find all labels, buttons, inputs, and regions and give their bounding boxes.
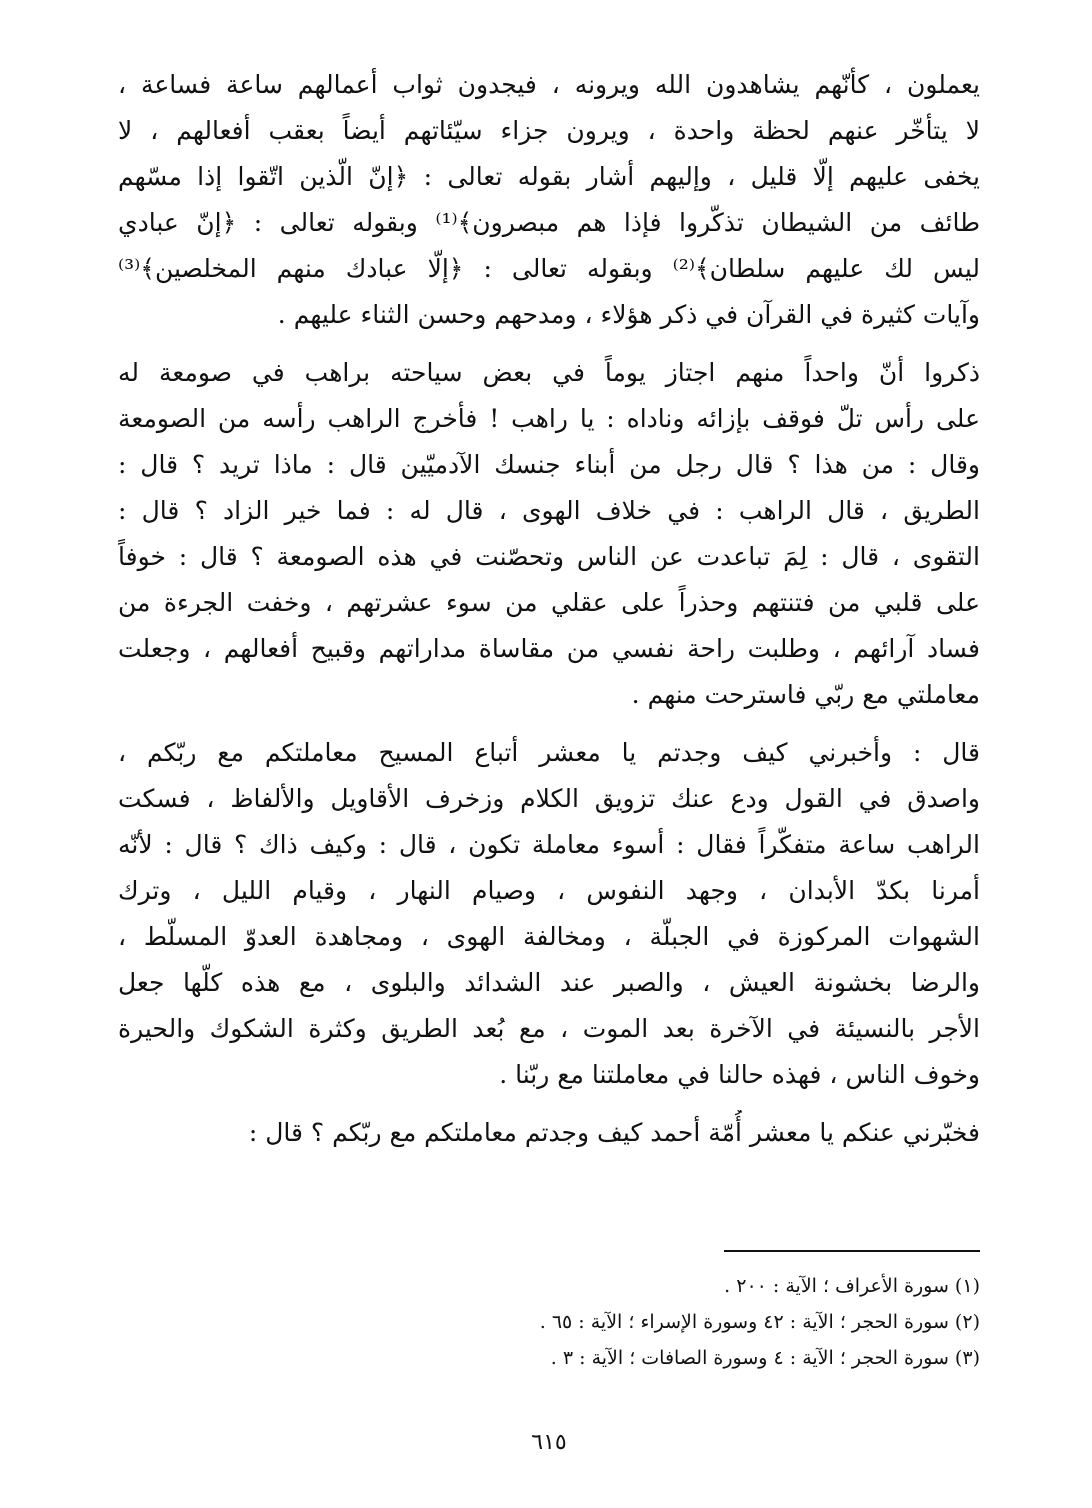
text-line: فساد آرائهم ، وطلبت راحة نفسي من مقاساة مداراتهم وقبيح أفعالهم ، وجعلت <box>118 634 980 663</box>
footnote-2: (٢) سورة الحجر ؛ الآية : ٤٢ وسورة الإسراء ؛ الآية : ٦٥ . <box>539 1311 980 1333</box>
text-line: واصدق في القول ودع عنك تزويق الكلام وزخرف الأقاويل والألفاظ ، فسكت <box>118 784 980 813</box>
footnote-1: (١) سورة الأعراف ؛ الآية : ٢٠٠ . <box>724 1275 980 1297</box>
text-line: أمرنا بكدّ الأبدان ، وجهد النفوس ، وصيام النهار ، وقيام الليل ، وترك <box>118 876 980 905</box>
footnote-3: (٣) سورة الحجر ؛ الآية : ٤ وسورة الصافات ؛ الآية : ٣ . <box>550 1347 980 1369</box>
text-line: على قلبي من فتنتهم وحذراً على عقلي من سوء عشرتهم ، وخفت الجرءة من <box>118 588 980 617</box>
text-line: فخبّرني عنكم يا معشر أُمّة أحمد كيف وجدتم معاملتكم مع ربّكم ؟ قال : <box>248 1118 980 1147</box>
paragraph-1 <box>118 62 980 338</box>
paragraph-4 <box>118 1110 980 1156</box>
page-number: ٦١٥ <box>531 1430 567 1455</box>
text-line: يعملون ، كأنّهم يشاهدون الله ويرونه ، فيجدون ثواب أعمالهم ساعة فساعة ، <box>118 70 980 99</box>
paragraph-3 <box>118 730 980 1098</box>
text-line: يخفى عليهم إلّا قليل ، وإليهم أشار بقوله تعالى : ﴿إنّ الّذين اتّقوا إذا مسّهم <box>118 162 980 191</box>
text-line: الطريق ، قال الراهب : في خلاف الهوى ، قال له : فما خير الزاد ؟ قال : <box>118 496 980 525</box>
text-line: الشهوات المركوزة في الجبلّة ، ومخالفة الهوى ، ومجاهدة العدوّ المسلّط ، <box>118 922 980 951</box>
text-line: لا يتأخّر عنهم لحظة واحدة ، ويرون جزاء سيّئاتهم أيضاً بعقب أفعالهم ، لا <box>118 116 980 145</box>
text-line: وخوف الناس ، فهذه حالنا في معاملتنا مع ربّنا . <box>499 1060 980 1089</box>
page-body <box>118 62 980 1482</box>
text-line: الأجر بالنسيئة في الآخرة بعد الموت ، مع بُعد الطريق وكثرة الشكوك والحيرة <box>118 1014 980 1043</box>
text-line: ليس لك عليهم سلطان﴾⁽²⁾ وبقوله تعالى : ﴿إلّا عبادك منهم المخلصين﴾⁽³⁾ <box>118 254 980 283</box>
text-line: طائف من الشيطان تذكّروا فإذا هم مبصرون﴾⁽¹⁾ وبقوله تعالى : ﴿إنّ عبادي <box>118 208 980 237</box>
text-line: والرضا بخشونة العيش ، والصبر عند الشدائد والبلوى ، مع هذه كلّها جعل <box>118 968 980 997</box>
footnote-divider <box>724 1250 980 1252</box>
text-line: على رأس تلّ فوقف بإزائه وناداه : يا راهب ! فأخرج الراهب رأسه من الصومعة <box>118 404 980 433</box>
text-line: ذكروا أنّ واحداً منهم اجتاز يوماً في بعض سياحته براهب في صومعة له <box>118 358 980 387</box>
text-line: معاملتي مع ربّي فاسترحت منهم . <box>631 680 980 709</box>
paragraph-2 <box>118 350 980 718</box>
text-line: الراهب ساعة متفكّراً فقال : أسوء معاملة تكون ، قال : وكيف ذاك ؟ قال : لأنّه <box>118 830 980 859</box>
footnotes <box>118 1268 980 1376</box>
text-line: وآيات كثيرة في القرآن في ذكر هؤلاء ، ومدحهم وحسن الثناء عليهم . <box>277 300 980 329</box>
text-line: التقوى ، قال : لِمَ تباعدت عن الناس وتحصّنت في هذه الصومعة ؟ قال : خوفاً <box>118 542 980 571</box>
text-line: وقال : من هذا ؟ قال رجل من أبناء جنسك الآدميّين قال : ماذا تريد ؟ قال : <box>118 450 980 479</box>
text-line: قال : وأخبرني كيف وجدتم يا معشر أتباع المسيح معاملتكم مع ربّكم ، <box>118 738 980 767</box>
